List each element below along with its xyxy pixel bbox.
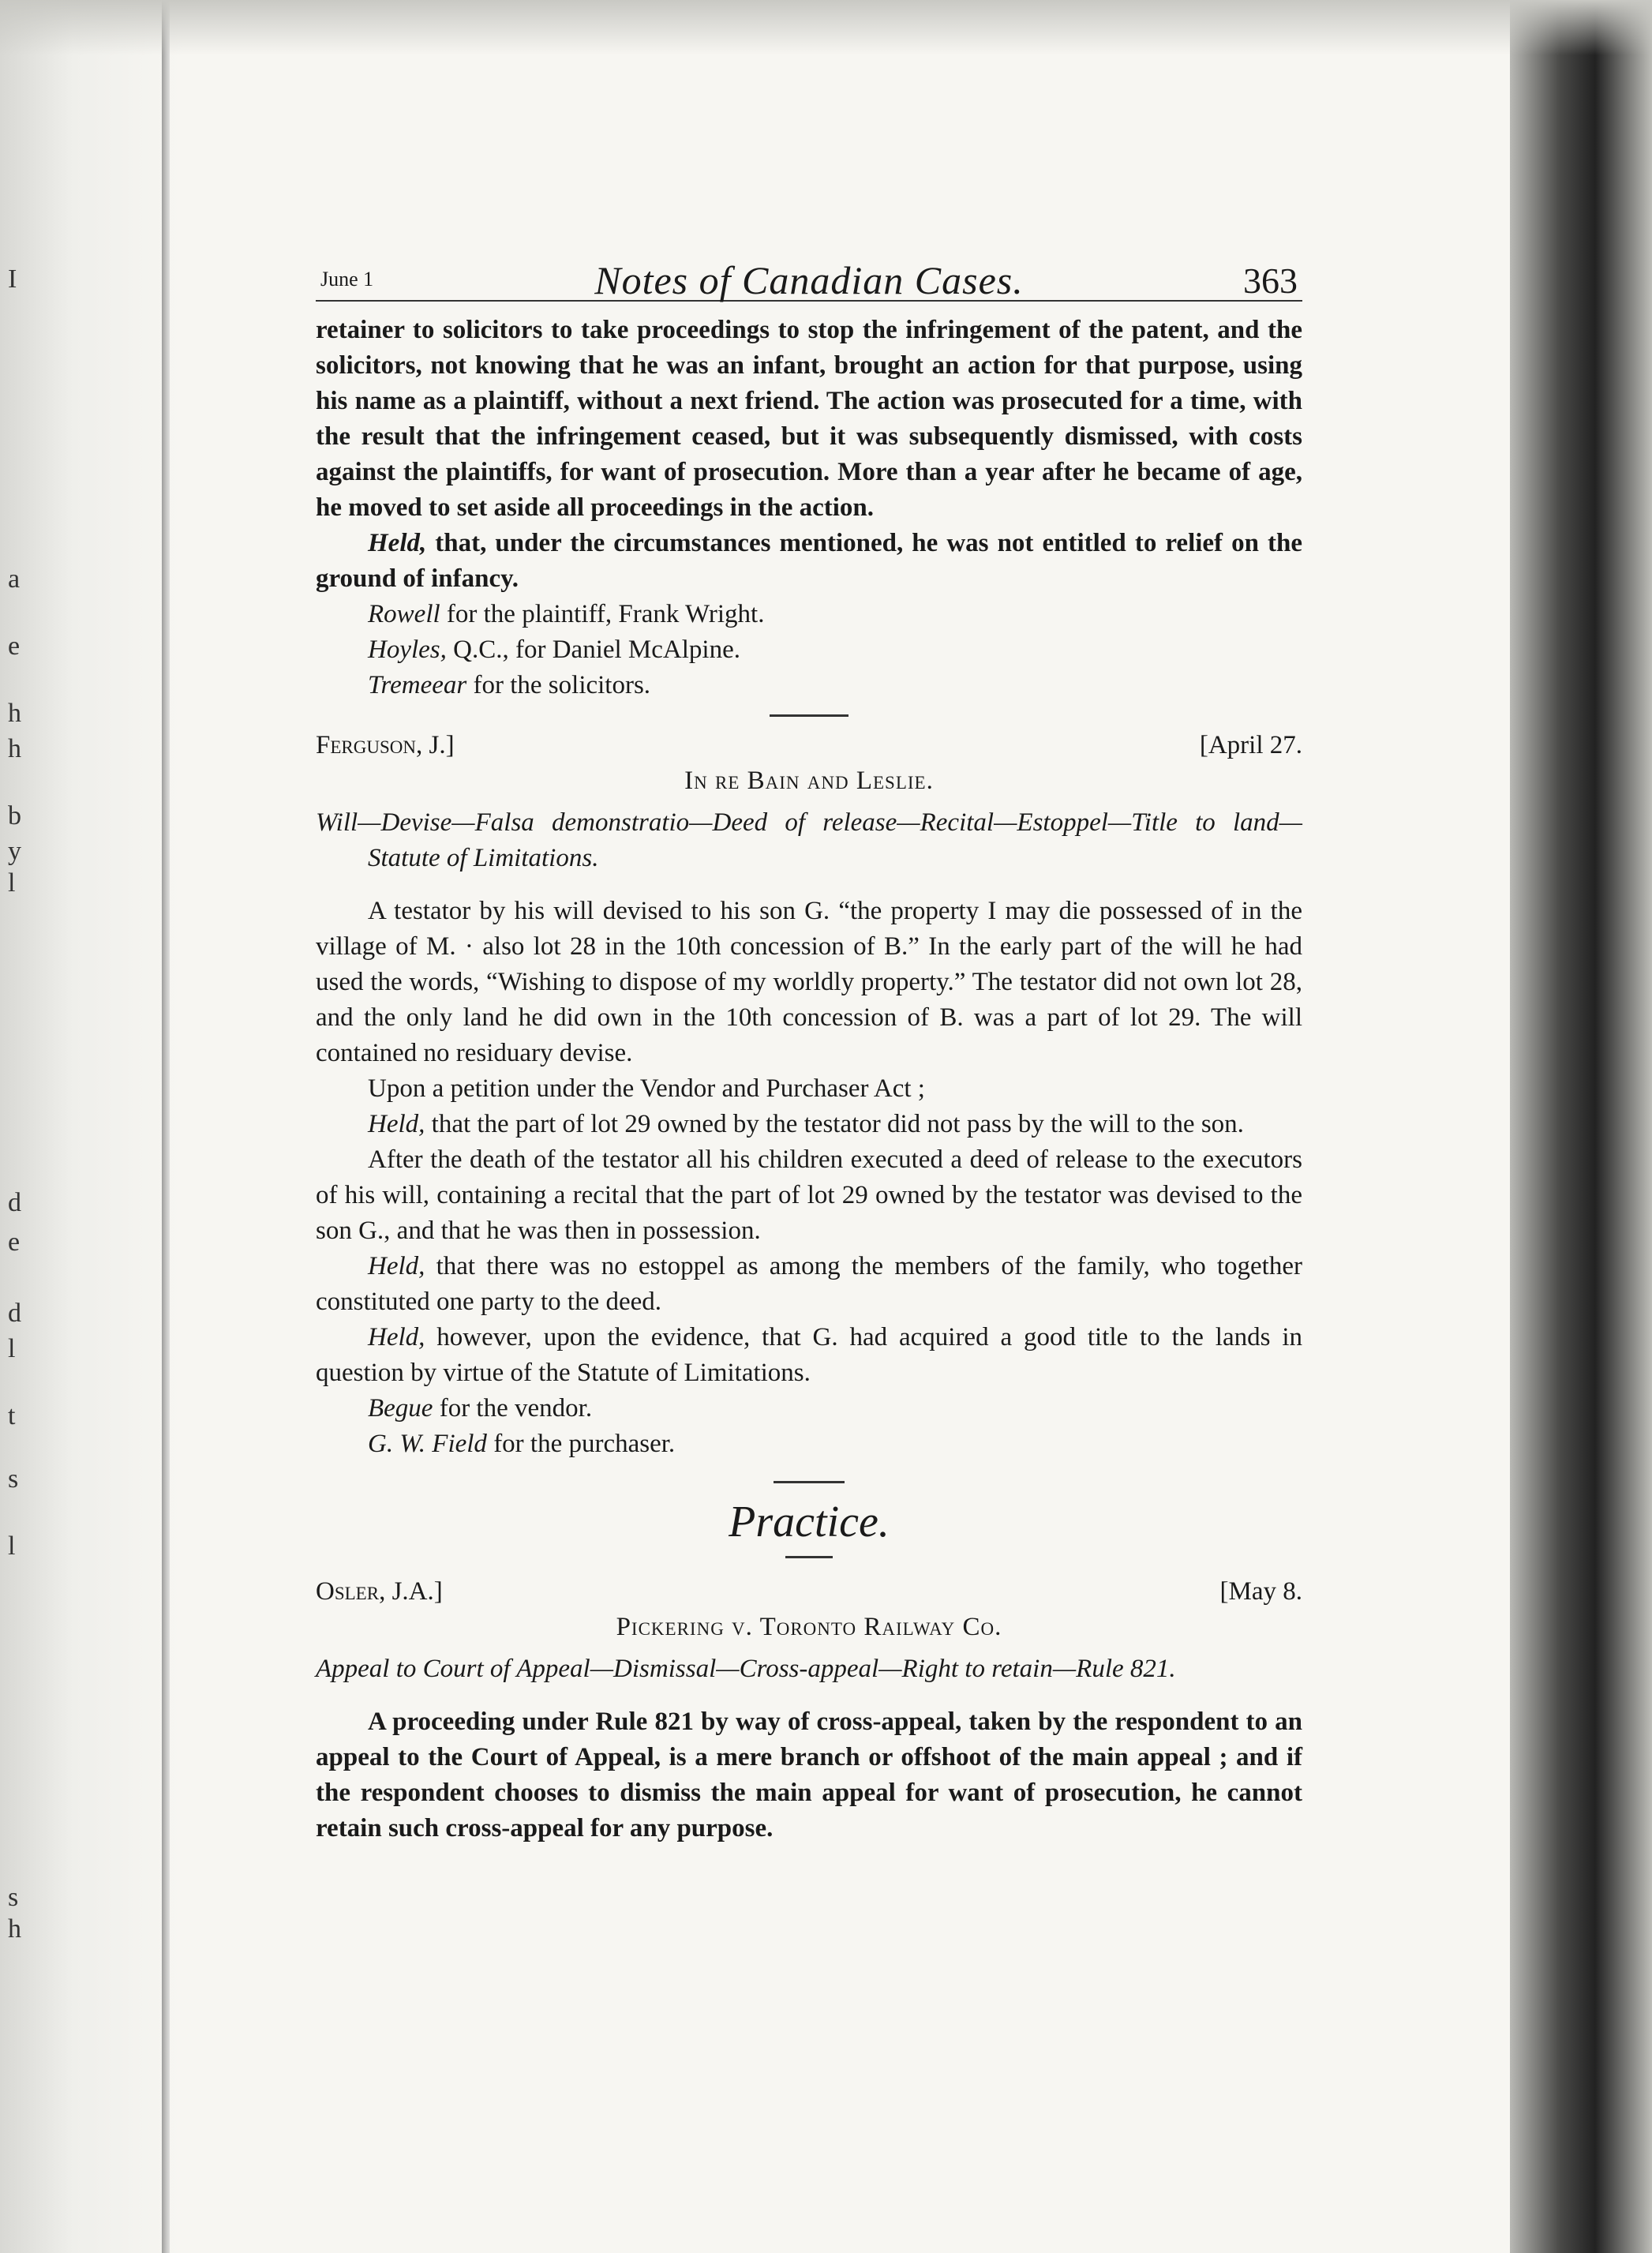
case-continued [316, 313, 1302, 597]
case3-para: A proceeding under Rule 821 by way of cross-appeal, taken by the respondent to an appeal to the Court of Appeal, is a mere branch or offshoot of the main appeal ; and if the respondent chooses to dismiss the main appeal for want of prosecution, he cannot retain such cross-appeal for any purpose. [316, 1708, 1302, 1843]
counsel-role: Q.C., for Daniel McAlpine. [446, 635, 740, 664]
case-date: [May 8. [1219, 1577, 1302, 1606]
margin-fragment: t [8, 1401, 16, 1430]
case-name: In re Bain and Leslie. [684, 767, 934, 795]
margin-fragment: l [8, 868, 16, 898]
counsel-role: for the solicitors. [466, 671, 651, 699]
counsel-role: for the plaintiff, Frank Wright. [440, 600, 765, 628]
margin-fragment: d [8, 1188, 21, 1217]
counsel-role: for the purchaser. [486, 1430, 676, 1458]
margin-fragment: s [8, 1464, 19, 1494]
book-spine-shadow [162, 0, 170, 2253]
case2-held [316, 1320, 1302, 1391]
counsel-line [316, 668, 1302, 703]
top-edge-shadow [0, 0, 1652, 55]
held-label: Held, [368, 529, 427, 557]
section-divider [770, 714, 848, 717]
case-name: Pickering v. Toronto Railway Co. [616, 1613, 1002, 1641]
catchwords: Will—Devise—Falsa demonstratio—Deed of release—Recital—Estoppel—Title to land—Statute of Limitations. [316, 808, 1302, 872]
case2-head [316, 728, 1302, 763]
held-label: Held, [368, 1252, 425, 1280]
running-header [316, 253, 1302, 302]
margin-fragment: d [8, 1299, 21, 1328]
margin-fragment: b [8, 801, 21, 830]
margin-fragment: I [8, 264, 17, 294]
margin-fragment: l [8, 1334, 16, 1363]
held-text: however, upon the evidence, that G. had acquired a good title to the lands in question by virtue of the Statute of Limitations. [316, 1323, 1302, 1387]
case2-para: After the death of the testator all his children executed a deed of release to the executors of his will, containing a recital that the part of lot 29 owned by the testator was devised to the son G., and that he was then in possession. [316, 1145, 1302, 1245]
catchwords: Appeal to Court of Appeal—Dismissal—Cross-appeal—Right to retain—Rule 821. [316, 1655, 1176, 1683]
held-text: that the part of lot 29 owned by the testator did not pass by the will to the son. [425, 1110, 1244, 1138]
case-date: [April 27. [1199, 731, 1302, 759]
margin-fragment: s [8, 1883, 19, 1912]
margin-fragment: e [8, 1228, 21, 1257]
counsel-name: Begue [368, 1394, 433, 1423]
counsel-name: G. W. Field [368, 1430, 487, 1458]
held-text: that, under the circumstances mentioned, he was not entitled to relief on the ground of infancy. [316, 529, 1302, 593]
page-content [316, 253, 1302, 1846]
held-text: that there was no estoppel as among the members of the family, who together constituted one party to the deed. [316, 1252, 1302, 1316]
margin-fragments [8, 0, 39, 2253]
counsel-line [316, 597, 1302, 632]
section-heading: Practice. [729, 1498, 890, 1546]
counsel-name: Hoyles, [368, 635, 447, 664]
held-label: Held, [368, 1323, 425, 1351]
counsel-line [316, 1391, 1302, 1426]
case2-held [316, 1249, 1302, 1320]
header-title: Notes of Canadian Cases. [594, 258, 1024, 302]
section-divider [774, 1481, 845, 1483]
case1-text: retainer to solicitors to take proceedings to stop the infringement of the patent, and the solicitors, not knowing that he was an infant, brought an action for that purpose, using his name as a plaintiff, without a next friend. The action was prosecuted for a time, with the result that the infringement ceased, but it was subsequently dismissed, with costs against the plaintiffs, for want of prosecution. More than a year after he became of age, he moved to set aside all proceedings in the action. [316, 316, 1302, 522]
judge-name: Osler, J.A.] [316, 1577, 443, 1606]
counsel-line [316, 1426, 1302, 1462]
judge-name: Ferguson, J.] [316, 731, 455, 759]
counsel-name: Tremeear [368, 671, 467, 699]
margin-fragment: a [8, 564, 21, 594]
case1-held [316, 526, 1302, 597]
right-page-edge [1510, 0, 1652, 2253]
margin-fragment: h [8, 734, 21, 763]
case2-para: A testator by his will devised to his son G. “the property I may die possessed of in the village of M. · also lot 28 in the 10th concession of B.” In the early part of the will he had used the words, “Wishing to dispose of my worldly property.” The testator did not own lot 28, and the only land he did own in the 10th concession of B. was a part of lot 29. The will contained no residuary devise. [316, 897, 1302, 1067]
margin-fragment: l [8, 1531, 16, 1561]
header-date: June 1 [320, 268, 374, 291]
case3-head [316, 1574, 1302, 1610]
margin-fragment: h [8, 1914, 21, 1944]
counsel-role: for the vendor. [433, 1394, 593, 1423]
page-number: 363 [1243, 261, 1298, 301]
counsel-name: Rowell [368, 600, 440, 628]
case2-held [316, 1107, 1302, 1142]
held-label: Held, [368, 1110, 425, 1138]
section-divider [785, 1556, 833, 1558]
margin-fragment: y [8, 837, 21, 866]
case2-para: Upon a petition under the Vendor and Purchaser Act ; [368, 1074, 925, 1103]
margin-fragment: h [8, 699, 21, 728]
counsel-line [316, 632, 1302, 668]
margin-fragment: e [8, 632, 21, 661]
